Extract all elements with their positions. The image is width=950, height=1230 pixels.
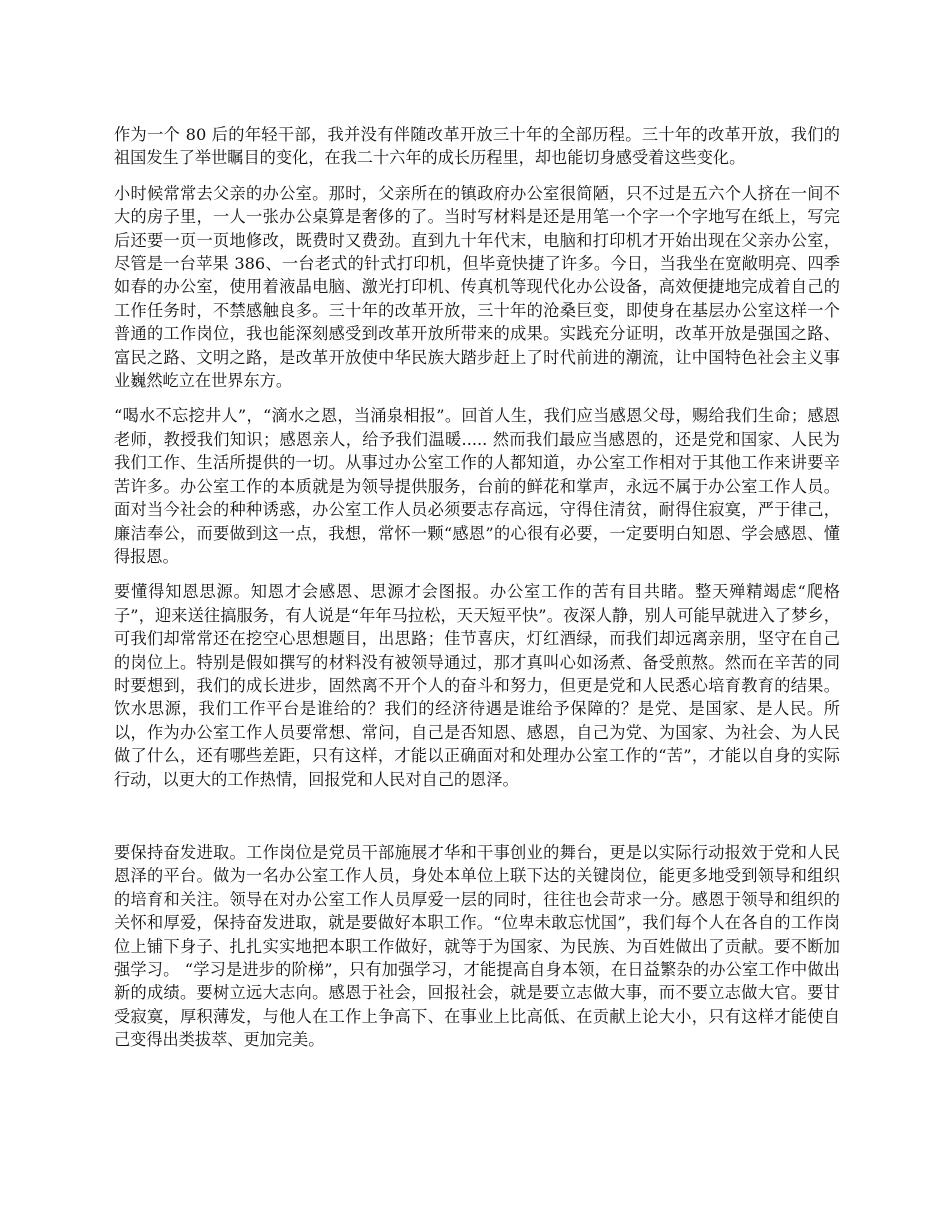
paragraph-gratitude: “喝水不忘挖井人”，“滴水之恩，当涌泉相报”。回首人生，我们应当感恩父母，赐给我们生命；感恩老师，教授我们知识；感恩亲人，给予我们温暖..... 然而我们最应当感恩的，还是党和国家、人民为我们工作、生活所提供的一切。从事过办公室工作的人都知道，办公室工作相对于其他工作来讲要辛苦许多。办公室工作的本质就是为领导提供服务，台前的鲜花和掌声，永远不属于办公室工作人员。面对当今社会的种种诱惑，办公室工作人员必须要志存高远，守得住清贫，耐得住寂寞，严于律己，廉洁奉公，而要做到这一点，我想，常怀一颗“感恩”的心很有必要，一定要明白知恩、学会感恩、懂得报恩。 [114,406,840,566]
paragraph-know-origin: 要懂得知恩思源。知恩才会感恩、思源才会图报。办公室工作的苦有目共睹。整天殚精竭虑“爬格子”，迎来送往搞服务，有人说是“年年马拉松，天天短平快”。夜深人静，别人可能早就进入了梦乡，可我们却常常还在挖空心思想题目，出思路；佳节喜庆，灯红酒绿，而我们却远离亲朋，坚守在自己的岗位上。特别是假如撰写的材料没有被领导通过，那才真叫心如汤煮、备受煎熬。然而在辛苦的同时要想到，我们的成长进步，固然离不开个人的奋斗和努力，但更是党和人民悉心培育教育的结果。饮水思源，我们工作平台是谁给的？我们的经济待遇是谁给予保障的？是党、是国家、是人民。所以，作为办公室工作人员要常想、常问，自己是否知恩、感恩，自己为党、为国家、为社会、为人民做了什么，还有哪些差距，只有这样，才能以正确面对和处理办公室工作的“苦”，才能以自身的实际行动，以更大的工作热情，回报党和人民对自己的恩泽。 [114,582,840,789]
paragraph-office-memories: 小时候常常去父亲的办公室。那时，父亲所在的镇政府办公室很简陋，只不过是五六个人挤在一间不大的房子里，一人一张办公桌算是奢侈的了。当时写材料是还是用笔一个字一个字地写在纸上，写完后还要一页一页地修改，既费时又费劲。直到九十年代末，电脑和打印机才开始出现在父亲办公室，尽管是一台苹果 386、一台老式的针式打印机，但毕竟快捷了许多。今日，当我坐在宽敞明亮、四季如春的办公室，使用着液晶电脑、激光打印机、传真机等现代化办公设备，高效便捷地完成着自己的工作任务时，不禁感触良多。三十年的改革开放，三十年的沧桑巨变，即使身在基层办公室这样一个普通的工作岗位，我也能深刻感受到改革开放所带来的成果。实践充分证明，改革开放是强国之路、富民之路、文明之路，是改革开放使中华民族大踏步赶上了时代前进的潮流，让中国特色社会主义事业巍然屹立在世界东方。 [114,183,840,391]
paragraph-keep-striving: 要保持奋发进取。工作岗位是党员干部施展才华和干事创业的舞台，更是以实际行动报效于党和人民恩泽的平台。做为一名办公室工作人员，身处本单位上联下达的关键岗位，能更多地受到领导和组织的培育和关注。领导在对办公室工作人员厚爱一层的同时，往往也会苛求一分。感恩于领导和组织的关怀和厚爱，保持奋发进取，就是要做好本职工作。“位卑未敢忘忧国”，我们每个人在各自的工作岗位上铺下身子、扎扎实实地把本职工作做好，就等于为国家、为民族、为百姓做出了贡献。要不断加强学习。 “学习是进步的阶梯”，只有加强学习，才能提高自身本领，在日益繁杂的办公室工作中做出新的成绩。要树立远大志向。感恩于社会，回报社会，就是要立志做大事，而不要立志做大官。要甘受寂寞，厚积薄发，与他人在工作上争高下、在事业上比高低、在贡献上论大小，只有这样才能使自己变得出类拔萃、更加完美。 [114,842,840,1050]
document-body [114,123,840,1064]
paragraph-intro: 作为一个 80 后的年轻干部，我并没有伴随改革开放三十年的全部历程。三十年的改革开放，我们的祖国发生了举世瞩目的变化，在我二十六年的成长历程里，却也能切身感受着这些变化。 [114,125,840,168]
